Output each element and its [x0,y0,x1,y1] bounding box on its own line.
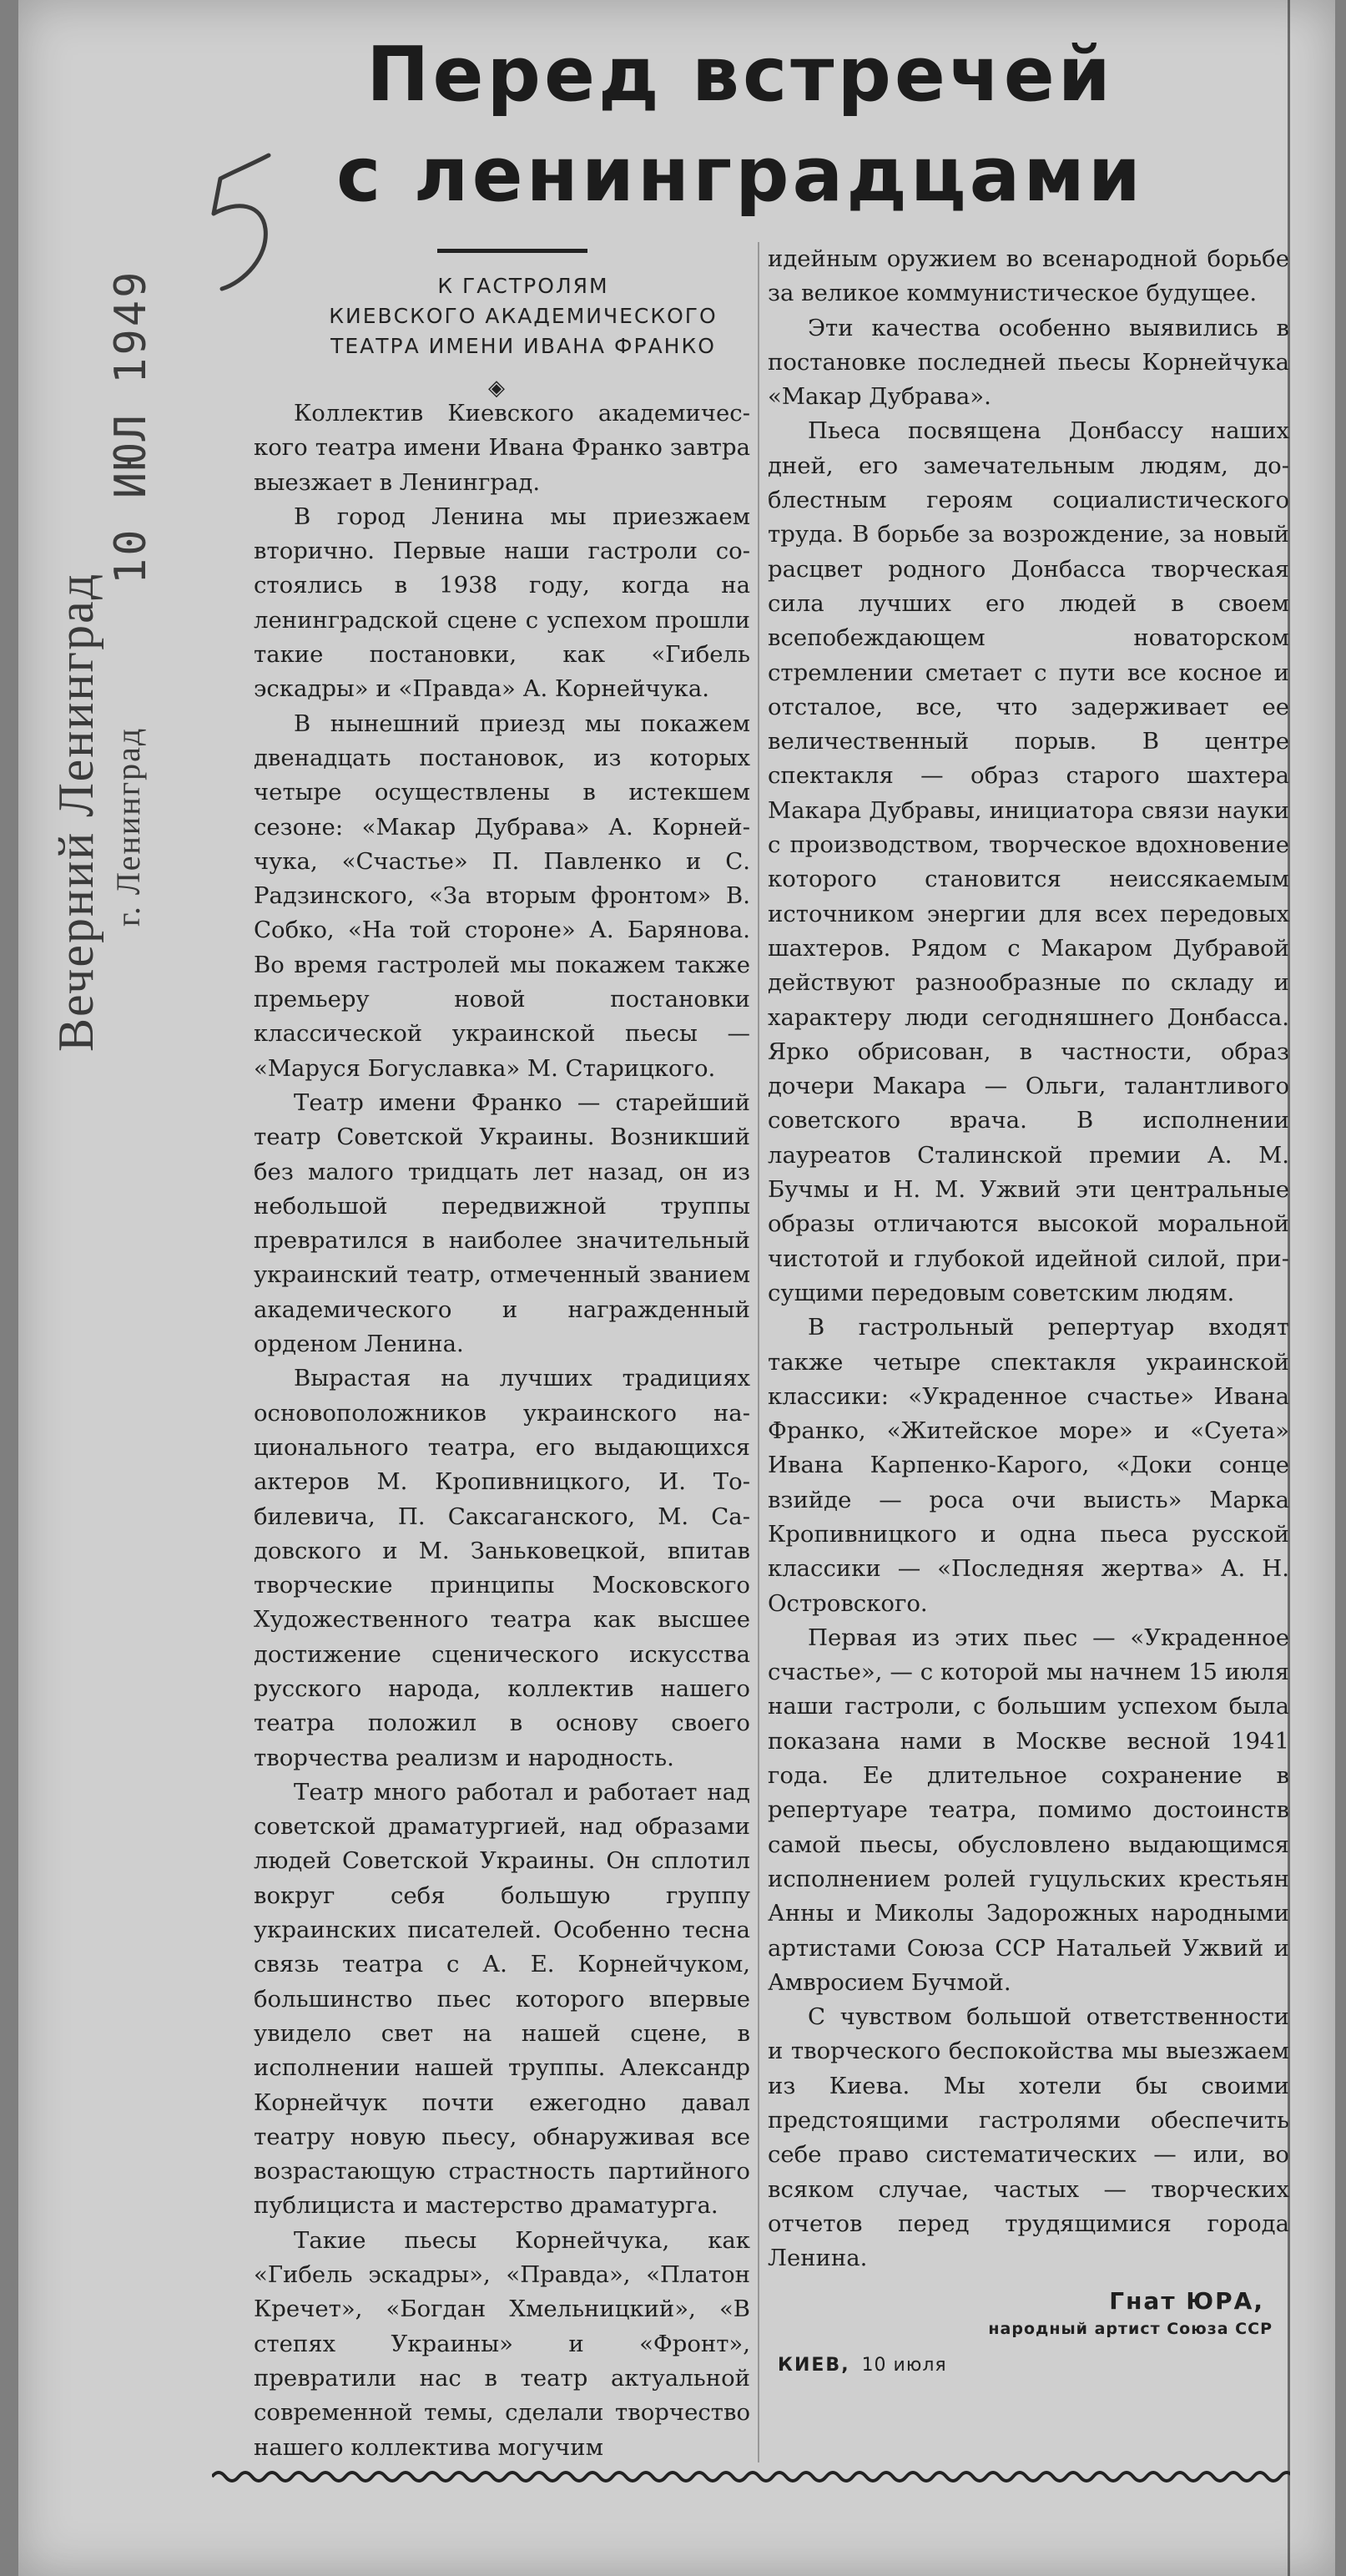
wavy-bottom-border [212,2464,1290,2489]
headline-divider [437,249,587,253]
subheading-line-3: ТЕАТРА ИМЕНИ ИВАНА ФРАНКО [330,334,716,358]
dateline-city: КИЕВ, [778,2354,850,2376]
author-title: народный артист Союза ССР [988,2319,1273,2338]
source-newspaper-name: Вечерний Ленинград [48,572,103,1052]
paragraph: Театр много работал и работает над советской драматургией, над образами людей Советской Украины. Он сплотил вокруг себя большую группу украинских писателей. Особенно тесна связь театра с А. Е. Корнейчуком, большинство пьес которого впервые увидело свет на нашей сцене, в исполнении нашей труппы. Александр Корнейчук почти ежегодно давал театру новую пьесу, обнаруживая все возрастающую страстность партийного публициста и мастерство драматурга. [254,1778,750,2220]
subheading-line-1: К ГАСТРОЛЯМ [437,274,609,298]
paragraph: Первая из этих пьес — «Украденное счастье», — с которой мы начнем 15 июля наши гастроли, с большим успехом была показана нами в Москве весной 1941 года. Ее длительное сохранение в репертуаре театра, помимо достоинств самой пьесы, обусловлено выдающимся исполнением ролей гуцульских крестьян Анны и Миколы Задорожных народными артистами Союза ССР Натальей Ужвий и Амвросием Бучмой. [768,1624,1289,1996]
paragraph: Вырастая на лучших традициях основоположников украинского национального театра, его выдающихся актеров М. Кропивницкого, И. Тобилевича, П. Саксаганского, М. Садовского и М. Заньковецкой, впитав творческие принципы Московского Художественного театра как высшее достижение сценического искусства русского народа, коллектив нашего театра положил в основу своего творчества реализм и народность. [254,1365,750,1771]
column-divider [758,242,759,2462]
paragraph: Коллектив Киевского академического театра имени Ивана Франко завтра выезжает в Ленинград. [254,400,750,496]
paragraph: В нынешний приезд мы покажем двенадцать постановок, из которых четыре осуществлены в истекшем сезоне: «Макар Дубрава» А. Корнейчука, «Счастье» П. Павленко и С. Радзинского, «За вторым фронтом» В. Собко, «На той стороне» А. Барянова. Во время гастролей мы покажем также премьеру новой постановки классической украинской пьесы — «Маруся Богуславка» М. Старицкого. [254,710,750,1082]
headline-line-2: с ленинградцами [336,131,1144,219]
newspaper-clipping [18,0,1335,2576]
paragraph: Такие пьесы Корнейчука, как «Гибель эскадры», «Правда», «Платон Кречет», «Богдан Хмельницкий», «В степях Украины» и «Фронт», превратили нас в театр актуальной современной темы, сделали творчество нашего коллектива могучим [254,2226,750,2461]
paragraph: Эти качества особенно выявились в постановке последней пьесы Корнейчука «Макар Дубрава». [768,314,1289,411]
article-column-2 [768,242,1289,2382]
headline-line-1: Перед встречей [366,31,1114,119]
subheading-line-2: КИЕВСКОГО АКАДЕМИЧЕСКОГО [329,304,718,328]
wavy-rule-icon [212,2464,1290,2489]
dateline [768,2348,1289,2382]
clipping-source-label [48,573,148,1052]
article-headline [227,25,1253,225]
dateline-date: 10 июля [861,2354,947,2376]
date-stamp: 10 ИЮЛ 1949 [106,269,156,584]
paragraph: В гастрольный репертуар входят также четыре спектакля украинской классики: «Украденное счастье» Ивана Франко, «Житейское море» и «Суета» Ивана Карпенко-Карого, «Доки сонце взийде — роса очи выисть» Марка Кропивницкого и одна пьеса русской классики — «Последняя жертва» А. Н. Островского. [768,1314,1289,1617]
paragraph: Театр имени Франко — старейший театр Советской Украины. Возникший без малого тридцать лет назад, он из небольшой передвижной труппы превратился в наиболее значительный украинский театр, отмеченный званием академического и награжденный орденом Ленина. [254,1088,750,1358]
paragraph: С чувством большой ответственности и творческого беспокойства мы выезжаем из Киева. Мы хотели бы своими предстоящими гастролями обеспечить себе право систематических — или, во всяком случае, частых — творческих отчетов перед трудящимися города Ленина. [768,2003,1289,2272]
article-column-1 [254,397,750,2465]
article-subheading [277,271,769,361]
separator-ornament-icon: ◈ [488,376,505,401]
paragraph: Пьеса посвящена Донбассу наших дней, его замечательным людям, доблестным героям социалистического труда. В борьбе за возрождение, за новый расцвет родного Донбасса творческая сила лучших его людей в своем всепобеждающем новаторском стремлении сметает с пути все косное и отсталое, все, что задерживает ее величественный порыв. В центре спектакля — образ старого шахтера Макара Дубравы, инициатора связи науки с производством, творческое вдохновение которого становится неиссякаемым источником энергии для всех передовых шахтеров. Рядом с Макаром Дубравой действуют разнообразные по складу и характеру люди сегодняшнего Донбасса. Ярко обрисован, в частности, образ дочери Макара — Ольги, талантливого советского врача. В исполнении лауреатов Сталинской премии А. М. Бучмы и Н. М. Ужвий эти центральные образы отличаются высокой моральной чистотой и глубокой идейной силой, присущими передовым советским людям. [768,417,1289,1306]
paragraph-continued: идейным оружием во всенародной борьбе за великое коммунистическое будущее. [768,245,1289,307]
source-city: г. Ленинград [109,726,147,927]
author-signature: Гнат ЮРА, [1109,2286,1264,2315]
paragraph: В город Ленина мы приезжаем вторично. Первые наши гастроли состоялись в 1938 году, когда на ленинградской сцене с успехом прошли такие постановки, как «Гибель эскадры» и «Правда» А. Корнейчука. [254,503,750,703]
